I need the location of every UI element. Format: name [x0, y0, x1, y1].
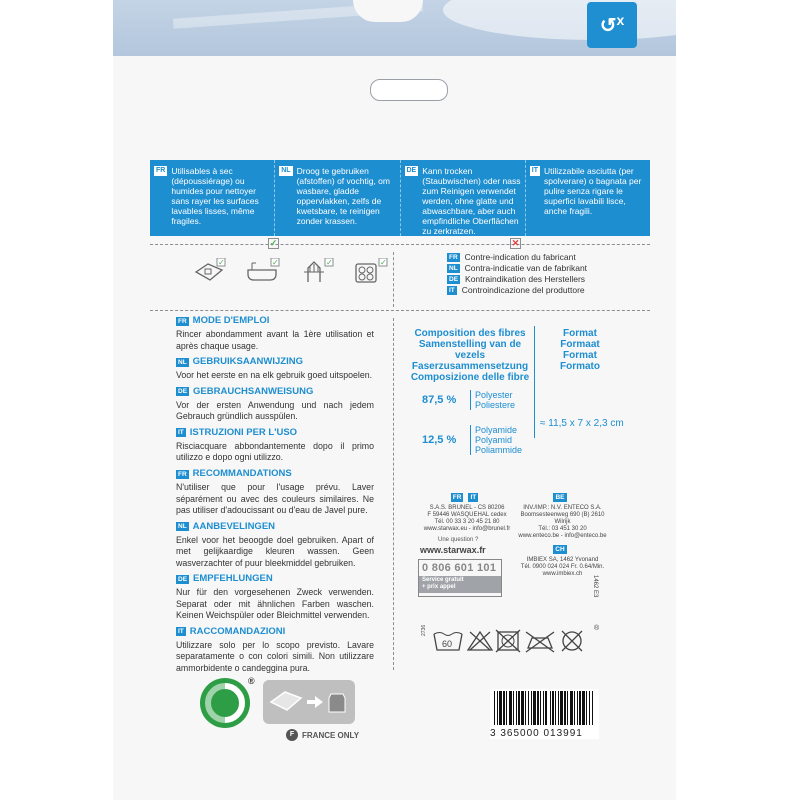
- website-link[interactable]: www.starwax.fr: [420, 545, 486, 555]
- bathtub-icon: [246, 258, 280, 284]
- cooktop-icon: [354, 258, 388, 284]
- phone-number: 0 806 601 101: [422, 562, 497, 574]
- care-code: 2736: [421, 624, 427, 636]
- legend-text: Contre-indication du fabricant: [464, 252, 576, 262]
- lang-tag: IT: [531, 167, 538, 174]
- composition-divider: [534, 326, 535, 438]
- divider-vertical-top: [393, 252, 394, 307]
- instruction-text: Vor der ersten Anwendung und nach jedem Gebrauch gründlich ausspülen.: [176, 399, 374, 421]
- approved-surfaces: [192, 258, 388, 284]
- address-line: F 59446 WASQUEHAL cedex: [427, 512, 507, 518]
- section-heading: [176, 626, 374, 638]
- no-iron-icon: [526, 632, 554, 652]
- format-heading-fr: Format: [563, 328, 597, 339]
- no-bleach-icon: [468, 632, 492, 650]
- svg-text:✓: ✓: [380, 258, 387, 267]
- brand-badge-icon: [587, 2, 637, 48]
- instructions-section: [176, 315, 374, 468]
- heading-text: GEBRUIKSAANWIJZING: [192, 356, 303, 367]
- banner-col-fr: [150, 160, 275, 236]
- section-heading: [176, 521, 374, 533]
- no-dry-clean-icon: [562, 631, 582, 651]
- fibre-name: Poliammide: [475, 445, 523, 455]
- barcode-bar: [516, 691, 517, 725]
- composition-heading-it: Composizione delle fibre: [410, 372, 530, 383]
- legend-text: Controindicazione del produttore: [461, 285, 585, 295]
- barcode-bar: [579, 691, 581, 725]
- fibre-name: Polyamid: [475, 435, 513, 445]
- address-line: Tél. 00 33 3 20 45 21 80: [434, 519, 500, 525]
- composition-heading-de: Faserzusammensetzung: [411, 361, 529, 372]
- barcode-bar: [589, 691, 590, 725]
- address-line: www.starwax.eu - info@brunel.fr: [423, 526, 511, 532]
- barcode-bar: [540, 691, 541, 725]
- lang-tag: IT: [449, 287, 455, 294]
- barcode-bar: [521, 691, 524, 725]
- barcode-bar: [497, 691, 498, 725]
- barcode-bar: [545, 691, 547, 725]
- lang-tag: NL: [281, 167, 291, 174]
- france-only-label: [286, 729, 359, 741]
- barcode-bar: [518, 691, 520, 725]
- barcode-bar: [564, 691, 566, 725]
- question-label: Une question ?: [438, 537, 479, 543]
- address-line: Tél.: 03 451 30 20: [538, 526, 587, 532]
- product-dimensions: ≈ 11,5 x 7 x 2,3 cm: [540, 418, 624, 429]
- fibre-row-polyamide: [422, 425, 522, 455]
- heading-text: GEBRAUCHSANWEISUNG: [193, 385, 314, 397]
- heading-text: MODE D'EMPLOI: [192, 315, 270, 326]
- section-heading: [176, 386, 374, 398]
- heading-text: RACCOMANDAZIONI: [189, 625, 286, 637]
- recommendations-section: [176, 468, 374, 678]
- fibre-name: Polyamide: [475, 425, 518, 435]
- barcode-bar: [567, 691, 568, 725]
- registered-mark: ®: [594, 625, 600, 632]
- legend-row: [447, 285, 587, 296]
- section-heading: [176, 468, 374, 480]
- barcode-bar: [533, 691, 536, 725]
- lang-tag: CH: [555, 546, 565, 553]
- divider-top: [150, 244, 650, 245]
- phone-price-band: [419, 576, 501, 593]
- care-symbols: [432, 628, 602, 654]
- barcode-bar: [528, 691, 529, 725]
- barcode-bar: [494, 691, 495, 725]
- lang-tag: DE: [178, 575, 188, 583]
- brand-badge-x: x: [616, 12, 625, 28]
- banner-col-it: [526, 160, 650, 236]
- fibre-row-polyester: [422, 390, 515, 410]
- legend-row: [447, 252, 587, 263]
- barcode-area: [490, 689, 599, 739]
- composition-heading-nl: Samenstelling van de vezels: [418, 339, 522, 361]
- green-dot-icon: [200, 678, 250, 728]
- banner-col-de: [401, 160, 526, 236]
- banner-col-nl: [275, 160, 400, 236]
- barcode-bar: [503, 691, 505, 725]
- section-heading: [176, 427, 374, 439]
- divider-vertical-bottom: [393, 318, 394, 670]
- barcode-bar: [558, 691, 559, 725]
- lang-tag: FR: [156, 167, 166, 174]
- barcode-bar: [506, 691, 507, 725]
- lang-tag: NL: [178, 523, 187, 530]
- barcode-bar: [550, 691, 551, 725]
- barcode-bar: [537, 691, 539, 725]
- barcode-bar: [513, 691, 514, 725]
- fibre-names: [470, 425, 522, 455]
- address-line: Boomsesteenweg 690 (B) 2610 Wilrijk: [520, 512, 605, 525]
- france-only-text: FRANCE ONLY: [302, 730, 360, 740]
- cross-icon: ✕: [511, 238, 520, 248]
- lang-tag: FR: [178, 470, 187, 478]
- banner-text: Kann trocken (Staubwischen) oder nass zum Reinigen verwendet werden, ohne glatte und abwaschbare, aber auch empfindliche Oberflächen zu zerkratzen.: [422, 166, 521, 236]
- side-code: 1462 E3: [592, 575, 598, 598]
- heading-text: ISTRUZIONI PER L'USO: [189, 426, 298, 438]
- lang-tag: NL: [178, 358, 187, 366]
- barcode-bar: [577, 691, 578, 725]
- lang-tag: FR: [449, 254, 458, 261]
- lang-tag: NL: [449, 265, 458, 272]
- legend-text: Contra-indicatie van de fabrikant: [464, 263, 588, 273]
- composition-heading-fr: Composition des fibres: [414, 328, 526, 339]
- barcode-bar: [582, 691, 585, 725]
- barcode-bar: [525, 691, 526, 725]
- hang-hole: [370, 79, 448, 101]
- barcode-bar: [555, 691, 556, 725]
- banner-text: Utilisables à sec (dépoussiérage) ou humides pour nettoyer sans rayer les surfaces lavables lisses, même fragiles.: [171, 166, 259, 226]
- lang-tag: DE: [406, 167, 417, 174]
- photo-highlight: [443, 0, 676, 40]
- barcode-bar: [570, 691, 573, 725]
- registered-mark: ®: [248, 676, 255, 686]
- address-line: IMBIEX SA, 1462 Yvonand: [526, 557, 599, 563]
- garden-chair-icon: [300, 258, 334, 284]
- composition-heading: [410, 328, 530, 383]
- recommendation-text: Utilizzare solo per lo scopo previsto. Lavare separatamente o con colori simili. Non utilizzare ammorbidente o candeggina pura.: [176, 639, 374, 673]
- section-heading: [176, 356, 374, 368]
- check-icon: ✓: [269, 238, 278, 248]
- address-fr: [422, 493, 512, 533]
- legend-row: [447, 274, 587, 285]
- legend-row: [447, 263, 587, 274]
- legend-text: Kontraindikation des Herstellers: [465, 274, 586, 284]
- barcode-bar: [574, 691, 575, 725]
- format-heading-nl: Formaat: [560, 339, 600, 350]
- barcode-bar: [543, 691, 544, 725]
- heading-text: RECOMMANDATIONS: [192, 468, 292, 479]
- instruction-text: Voor het eerste en na elk gebruik goed uitspoelen.: [176, 370, 373, 380]
- address-line: www.imbiex.ch: [542, 571, 583, 577]
- lang-tag: IT: [178, 429, 184, 436]
- barcode-bar: [586, 691, 587, 725]
- phone-box: [418, 559, 502, 597]
- barcode-bar: [552, 691, 554, 725]
- sink-icon: [192, 258, 226, 284]
- barcode-bar: [531, 691, 532, 725]
- fibre-name: Poliestere: [475, 400, 516, 410]
- address-line: S.A.S. BRUNEL - CS 80206: [429, 505, 505, 511]
- banner-text: Utilizzabile asciutta (per spolverare) o bagnata per pulire senza rigare le superfici lavabili lisce, anche fragili.: [543, 166, 642, 216]
- usage-banner: [150, 160, 650, 236]
- heading-text: EMPFEHLUNGEN: [193, 573, 273, 584]
- fibre-percent: 87,5 %: [422, 394, 457, 406]
- svg-text:✓: ✓: [218, 258, 225, 267]
- barcode-bar: [509, 691, 512, 725]
- svg-text:✓: ✓: [326, 258, 333, 267]
- barcode: [490, 689, 599, 727]
- address-line: www.enteco.be - info@enteco.be: [518, 533, 607, 539]
- format-heading: [545, 328, 615, 372]
- address-line: Tél. 0900 024 024 Fr. 0.64/Min.: [520, 564, 605, 570]
- lang-tag: FR: [452, 494, 462, 501]
- france-letter: F: [286, 729, 298, 741]
- format-heading-de: Format: [563, 350, 597, 361]
- section-heading: [176, 573, 374, 585]
- instruction-text: Risciacquare abbondantemente dopo il primo utilizzo e dopo ogni utilizzo.: [176, 440, 374, 462]
- phone-price: + prix appel: [422, 584, 456, 590]
- wash-temperature: 60: [442, 639, 453, 649]
- hang-notch: [353, 0, 423, 22]
- no-tumble-dry-icon: [496, 630, 520, 652]
- barcode-bar: [592, 691, 593, 725]
- address-ch: [515, 545, 610, 578]
- format-heading-it: Formato: [560, 361, 600, 372]
- lang-tag: BE: [555, 494, 565, 501]
- barcode-bar: [560, 691, 563, 725]
- divider-middle: [150, 310, 650, 311]
- address-be: [515, 493, 610, 540]
- brand-badge-symbol: ↺: [599, 14, 617, 37]
- contraindication-legend: [447, 252, 587, 296]
- instruction-text: Rincer abondamment avant la 1ère utilisation et après chaque usage.: [176, 329, 374, 351]
- fibre-percent: 12,5 %: [422, 434, 457, 446]
- svg-text:✓: ✓: [272, 258, 279, 267]
- section-heading: [176, 315, 374, 327]
- recommendation-text: Enkel voor het beoogde doel gebruiken. Apart of met gelijkaardige kleuren wassen. Geen wasverzachter of puur bleekmiddel gebruiken.: [176, 534, 374, 568]
- lang-tag: DE: [449, 276, 459, 283]
- lang-tag: IT: [178, 628, 184, 635]
- fibre-names: [470, 390, 515, 410]
- address-line: INV./IMP.: N.V. ENTECO S.A.: [523, 505, 602, 511]
- lang-tag: IT: [470, 494, 477, 501]
- barcode-number: 3 365000 013991: [490, 728, 583, 739]
- banner-text: Droog te gebruiken (afstoffen) of vochtig, om wasbare, gladde oppervlakken, zelfs de kwetsbare, te reinigen zonder krassen.: [296, 166, 390, 226]
- recommendation-text: Nur für den vorgesehenen Zweck verwenden. Separat oder mit ähnlichen Farben waschen. Keinen Weichspüler oder Bleichmittel verwenden.: [176, 587, 374, 620]
- fibre-name: Polyester: [475, 390, 513, 400]
- barcode-bar: [499, 691, 502, 725]
- heading-text: AANBEVELINGEN: [192, 520, 276, 532]
- triman-sort-icon: [263, 680, 355, 724]
- recommendation-text: N'utiliser que pour l'usage prévu. Laver séparément ou avec des couleurs similaires. Ne pas utiliser d'adoucissant ou d'eau de Javel pure.: [176, 482, 374, 515]
- lang-tag: FR: [178, 317, 187, 325]
- lang-tag: DE: [178, 388, 188, 395]
- phone-service: Service gratuit: [422, 577, 464, 583]
